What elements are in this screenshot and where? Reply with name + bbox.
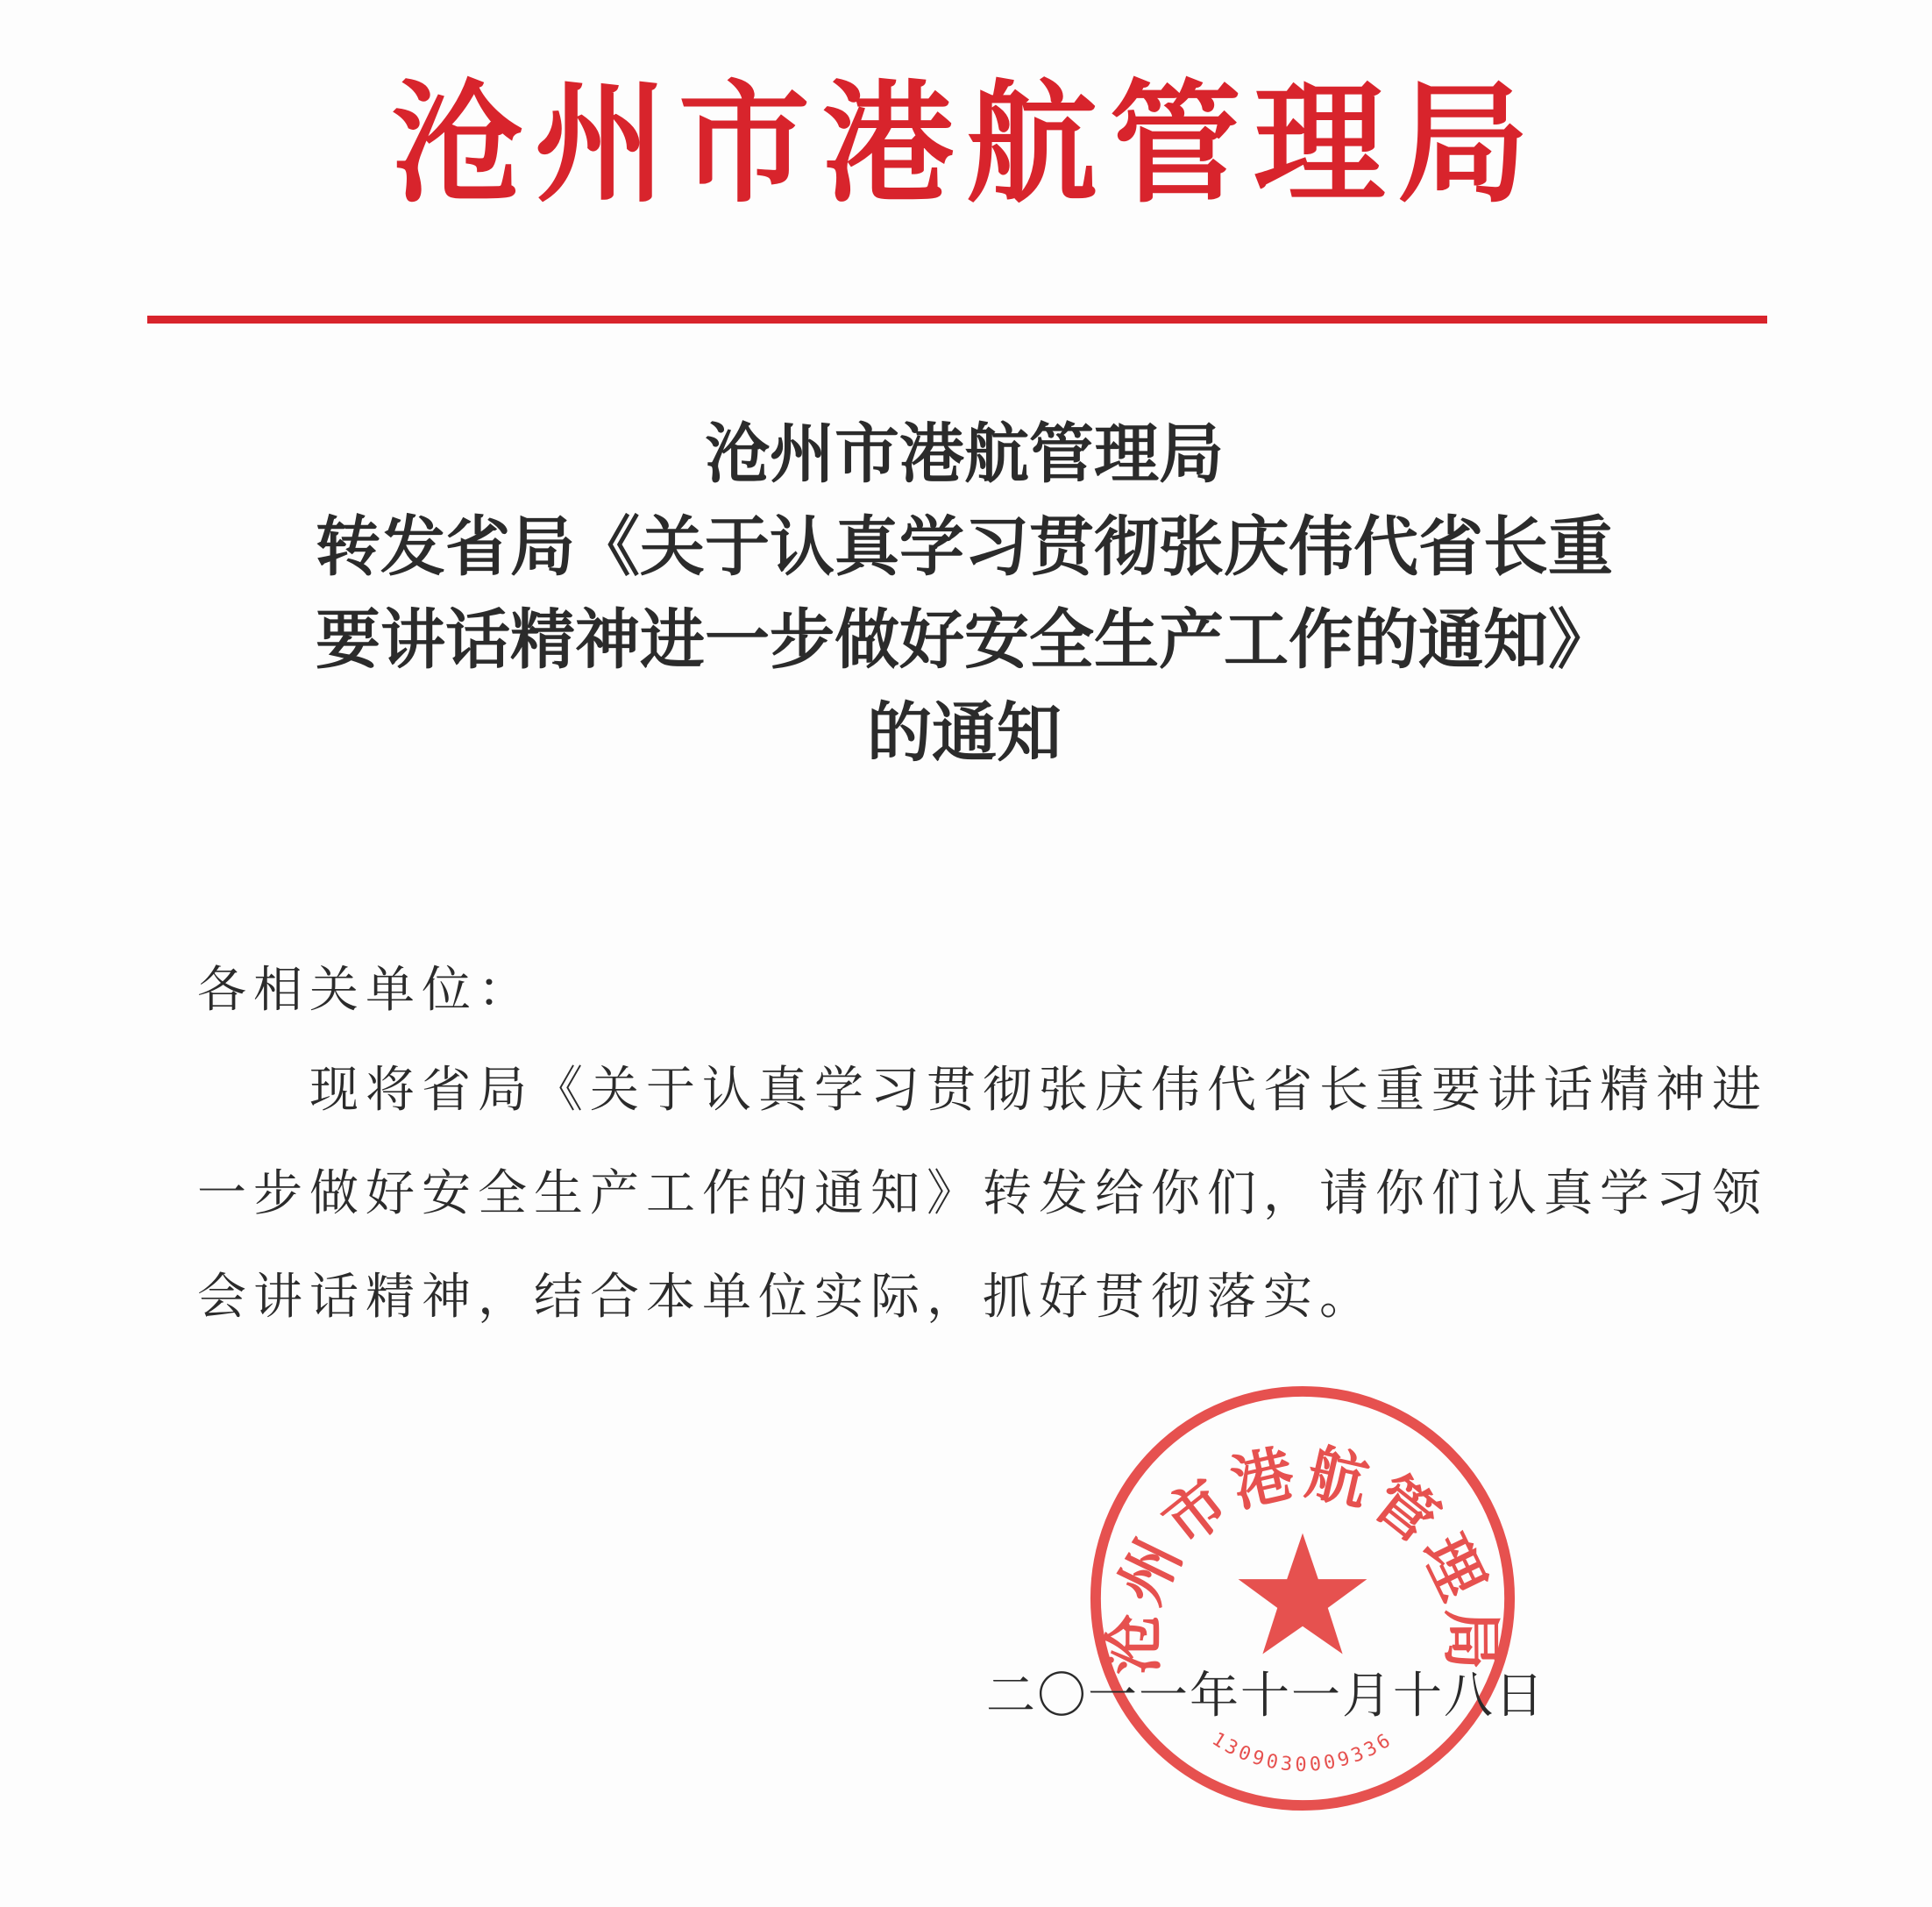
document-title xyxy=(131,408,1797,779)
seal-code-text: 1309030009336 xyxy=(1208,1728,1397,1776)
title-line-3: 要讲话精神进一步做好安全生产工作的通知》 xyxy=(316,602,1613,678)
letterhead-title: 沧州市港航管理局 xyxy=(390,68,1541,221)
seal-star-icon xyxy=(1239,1533,1367,1654)
salutation: 各相关单位： xyxy=(197,962,534,1019)
issue-date: 二〇一一年十一月十八日 xyxy=(986,1668,1545,1725)
body-line-3: 会讲话精神，结合本单位实际，抓好贯彻落实。 xyxy=(197,1269,1375,1326)
title-line-1: 沧州市港航管理局 xyxy=(705,416,1224,492)
body-line-2: 一步做好安全生产工作的通知》转发给你们，请你们认真学习领 xyxy=(197,1165,1768,1222)
title-line-4: 的通知 xyxy=(867,695,1062,771)
seal-arc-text: 沧州市港航管理局 xyxy=(1098,1436,1507,1676)
official-seal-icon xyxy=(1085,1381,1520,1816)
body-line-1: 现将省局《关于认真学习贯彻张庆伟代省长重要讲话精神进 xyxy=(309,1062,1768,1119)
header-red-rule xyxy=(147,316,1767,324)
title-line-2: 转发省局《关于认真学习贯彻张庆伟代省长重 xyxy=(316,509,1613,585)
body-paragraph xyxy=(197,1039,1801,1349)
